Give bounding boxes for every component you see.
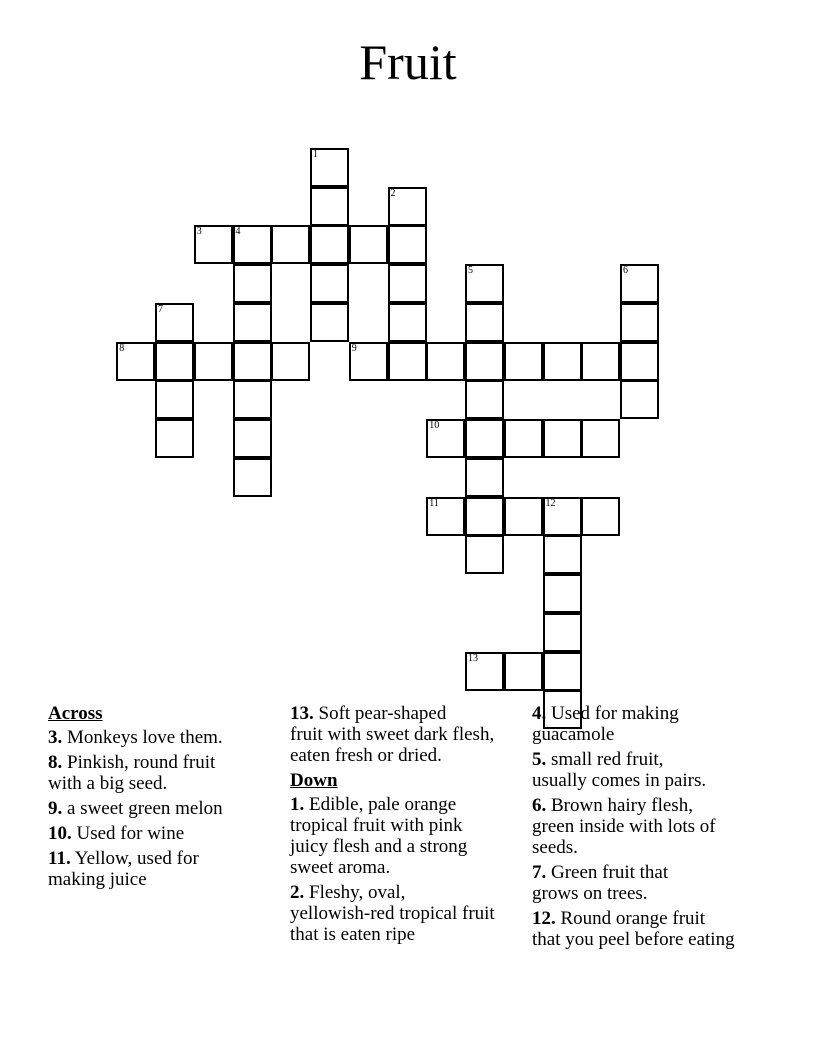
- grid-cell[interactable]: [543, 342, 582, 381]
- clue-text: Brown hairy flesh,: [551, 795, 693, 816]
- grid-cell[interactable]: [543, 574, 582, 613]
- grid-cell[interactable]: [620, 303, 659, 342]
- clue-text: juicy flesh and a strong: [290, 836, 468, 857]
- grid-cell[interactable]: [271, 342, 310, 381]
- clue-number-label: 7.: [532, 862, 547, 883]
- clue-item: [48, 752, 280, 794]
- clue-text: Used for wine: [76, 823, 185, 844]
- clue-number-label: 6.: [532, 795, 547, 816]
- grid-cell[interactable]: [388, 303, 427, 342]
- grid-cell[interactable]: [388, 342, 427, 381]
- clue-number: 10: [429, 420, 440, 431]
- grid-cell[interactable]: [233, 225, 272, 264]
- clue-text: making juice: [48, 869, 147, 890]
- clue-number: 2: [390, 187, 396, 199]
- grid-cell[interactable]: [620, 342, 659, 381]
- clue-number: 11: [429, 497, 439, 509]
- grid-cell[interactable]: [543, 613, 582, 652]
- grid-cell[interactable]: [233, 458, 272, 497]
- grid-cell[interactable]: [504, 497, 543, 536]
- grid-cell[interactable]: [349, 342, 388, 381]
- grid-cell[interactable]: [465, 652, 504, 691]
- grid-cell[interactable]: [543, 497, 582, 536]
- clue-section-heading: Down: [290, 770, 338, 791]
- grid-cell[interactable]: [504, 652, 543, 691]
- clue-number-label: 9.: [48, 798, 63, 819]
- clue-number-label: 13.: [290, 703, 314, 724]
- grid-cell[interactable]: [233, 264, 272, 303]
- grid-cell[interactable]: [310, 225, 349, 264]
- grid-cell[interactable]: [310, 264, 349, 303]
- grid-cell[interactable]: [465, 303, 504, 342]
- grid-cell[interactable]: [620, 380, 659, 419]
- grid-cell[interactable]: [620, 264, 659, 303]
- grid-cell[interactable]: [504, 419, 543, 458]
- clue-number: 9: [351, 342, 357, 354]
- grid-cell[interactable]: [155, 342, 194, 381]
- grid-cell[interactable]: [233, 303, 272, 342]
- grid-cell[interactable]: [116, 342, 155, 381]
- clue-number-label: 11.: [48, 848, 71, 869]
- clue-text: that is eaten ripe: [290, 924, 416, 945]
- grid-cell[interactable]: [310, 303, 349, 342]
- clue-number: 6: [623, 265, 628, 276]
- clue-item: [532, 703, 802, 745]
- clue-text: a sweet green melon: [67, 798, 223, 819]
- clue-item: [290, 703, 528, 766]
- grid-cell[interactable]: [465, 419, 504, 458]
- grid-cell[interactable]: [388, 187, 427, 226]
- grid-cell[interactable]: [426, 342, 465, 381]
- clue-number: 12: [545, 497, 556, 509]
- grid-cell[interactable]: [465, 535, 504, 574]
- grid-cell[interactable]: [465, 264, 504, 303]
- grid-cell[interactable]: [465, 497, 504, 536]
- grid-cell[interactable]: [426, 497, 465, 536]
- clue-text: usually comes in pairs.: [532, 770, 707, 791]
- clue-text: Used for making: [551, 703, 679, 724]
- grid-cell[interactable]: [465, 458, 504, 497]
- clue-text: that you peel before eating: [532, 929, 735, 950]
- clue-number: 1: [313, 148, 318, 160]
- grid-cell[interactable]: [426, 419, 465, 458]
- grid-cell[interactable]: [310, 187, 349, 226]
- clue-text: green inside with lots of: [532, 816, 716, 837]
- clue-text: eaten fresh or dried.: [290, 745, 442, 766]
- grid-cell[interactable]: [581, 342, 620, 381]
- clue-number-label: 5.: [532, 749, 547, 770]
- grid-cell[interactable]: [233, 419, 272, 458]
- clue-text: Fleshy, oval,: [309, 882, 406, 903]
- grid-cell[interactable]: [465, 342, 504, 381]
- clue-number-label: 12.: [532, 908, 556, 929]
- grid-cell[interactable]: [155, 380, 194, 419]
- clue-number-label: 4.: [532, 703, 547, 724]
- clue-text: Monkeys love them.: [67, 727, 223, 748]
- clue-column-middle: [290, 703, 528, 949]
- grid-cell[interactable]: [504, 342, 543, 381]
- grid-cell[interactable]: [155, 419, 194, 458]
- clue-column-across: [48, 703, 280, 894]
- clue-number: 5: [468, 265, 473, 276]
- clue-number-label: 2.: [290, 882, 305, 903]
- grid-cell[interactable]: [233, 342, 272, 381]
- grid-cell[interactable]: [271, 225, 310, 264]
- grid-cell[interactable]: [581, 419, 620, 458]
- clue-number-label: 10.: [48, 823, 72, 844]
- grid-cell[interactable]: [194, 225, 233, 264]
- clue-number-label: 3.: [48, 727, 63, 748]
- clue-text: fruit with sweet dark flesh,: [290, 724, 495, 745]
- clue-item: [48, 848, 280, 890]
- grid-cell[interactable]: [543, 419, 582, 458]
- grid-cell[interactable]: [155, 303, 194, 342]
- grid-cell[interactable]: [349, 225, 388, 264]
- clue-item: [48, 798, 280, 819]
- clue-number: 8: [119, 342, 125, 354]
- clue-number-label: 1.: [290, 794, 305, 815]
- grid-cell[interactable]: [194, 342, 233, 381]
- clue-text: Pinkish, round fruit: [67, 752, 216, 773]
- grid-cell[interactable]: [310, 148, 349, 187]
- clue-text: grows on trees.: [532, 883, 648, 904]
- grid-cell[interactable]: [233, 380, 272, 419]
- grid-cell[interactable]: [465, 380, 504, 419]
- clue-number-label: 8.: [48, 752, 63, 773]
- clue-text: Yellow, used for: [74, 848, 199, 869]
- clue-item: [532, 908, 802, 950]
- clue-item: [532, 749, 802, 791]
- clue-text: with a big seed.: [48, 773, 168, 794]
- clue-text: small red fruit,: [551, 749, 664, 770]
- clue-text: guacamole: [532, 724, 615, 745]
- clue-item: [290, 882, 528, 945]
- grid-cell[interactable]: [388, 225, 427, 264]
- clue-number: 7: [158, 303, 163, 315]
- grid-cell[interactable]: [543, 535, 582, 574]
- clue-number: 4: [235, 226, 241, 238]
- grid-cell[interactable]: [388, 264, 427, 303]
- clue-text: seeds.: [532, 837, 578, 858]
- clue-section-heading: Across: [48, 703, 103, 724]
- clue-text: Green fruit that: [551, 862, 669, 883]
- grid-cell[interactable]: [543, 652, 582, 691]
- clue-number: 3: [196, 226, 202, 238]
- clue-item: [532, 862, 802, 904]
- clue-column-down: [532, 703, 802, 954]
- clue-text: sweet aroma.: [290, 857, 391, 878]
- clue-text: yellowish-red tropical fruit: [290, 903, 495, 924]
- clue-text: tropical fruit with pink: [290, 815, 463, 836]
- puzzle-title: Fruit: [359, 34, 457, 90]
- clue-text: Round orange fruit: [560, 908, 706, 929]
- clue-text: Soft pear-shaped: [318, 703, 447, 724]
- clue-item: [48, 823, 280, 844]
- clue-item: [532, 795, 802, 858]
- grid-cell[interactable]: [581, 497, 620, 536]
- clue-item: [290, 794, 528, 878]
- clue-text: Edible, pale orange: [309, 794, 457, 815]
- clue-number: 13: [468, 652, 478, 664]
- clue-item: [48, 727, 280, 748]
